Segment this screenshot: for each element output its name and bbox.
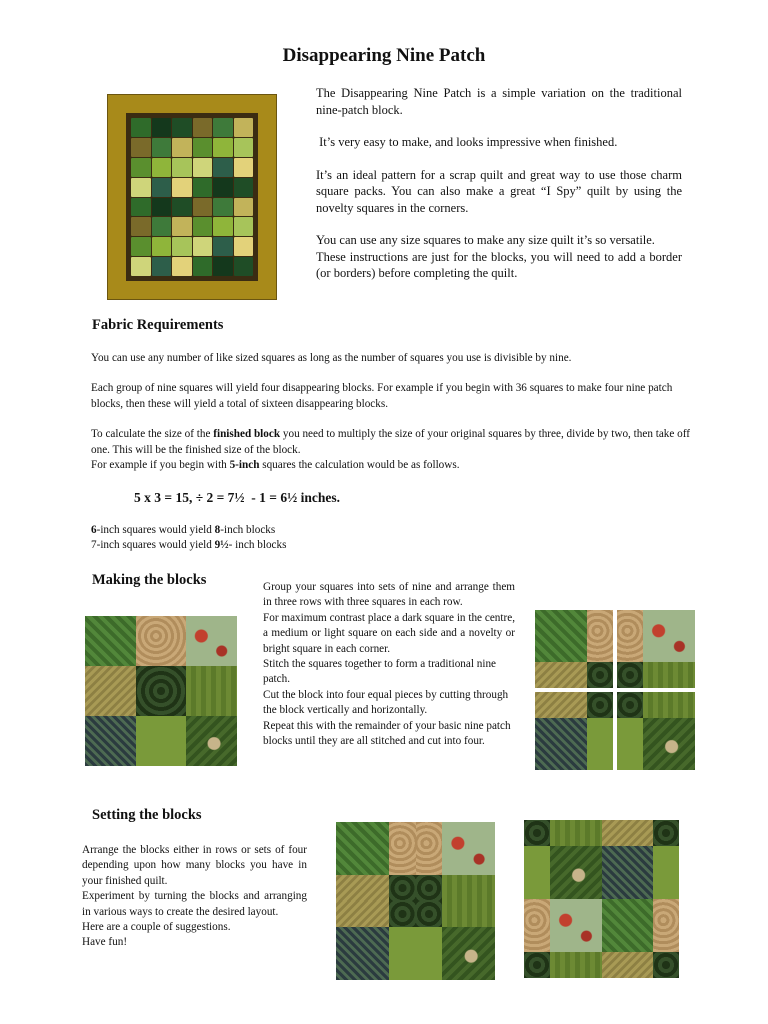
- quilt-patch: [131, 257, 151, 276]
- text-span: 7-inch squares would yield: [91, 539, 215, 552]
- nine-patch-photo: [85, 616, 237, 766]
- quilt-patch: [172, 158, 192, 177]
- fabric-paragraph: [91, 427, 691, 458]
- text-span: - inch blocks: [228, 539, 287, 552]
- quarter-block: [535, 610, 614, 689]
- quilt-patch: [131, 118, 151, 137]
- text-span: squares the calculation would be as follows.: [259, 459, 460, 472]
- fabric-square: [85, 716, 136, 766]
- cut-block-photo: [535, 610, 695, 770]
- intro-paragraph: You can use any size squares to make any size quilt it’s so versatile.: [316, 233, 655, 247]
- quarter-block: [524, 899, 602, 978]
- quilt-patch: [213, 158, 233, 177]
- quarter-block: [617, 692, 696, 771]
- quilt-patch: [193, 237, 213, 256]
- quilt-patch: [131, 178, 151, 197]
- text-span: you need to multiply the size of your original squares by three, divide by two, then take off one. This will be the finished size of the block.: [91, 428, 690, 456]
- quilt-patch: [172, 217, 192, 236]
- quarter-block: [416, 901, 496, 980]
- quilt-patch: [213, 118, 233, 137]
- quilt-photo: [107, 94, 277, 300]
- text-span: -inch squares would yield: [96, 524, 215, 536]
- bold-span: 6: [91, 524, 97, 536]
- quarter-block: [535, 692, 614, 771]
- quilt-patch: [234, 158, 254, 177]
- setting-line: Experiment by turning the blocks and arranging in various ways to create the desired layout.: [82, 890, 307, 918]
- fabric-paragraph: Each group of nine squares will yield four disappearing blocks. For example if you begin with 36 squares to make four nine patch blocks, then these will yield a total of sixteen disappearing blocks.: [91, 382, 673, 410]
- making-line: Cut the block into four equal pieces by cutting through the block vertically and horizontally.: [263, 688, 509, 717]
- making-line: Stitch the squares together to form a traditional nine patch.: [263, 658, 497, 686]
- examples: [91, 523, 491, 554]
- example-line: [91, 523, 491, 538]
- quilt-patch: [131, 158, 151, 177]
- fabric-paragraph: [91, 458, 691, 473]
- quilt-patch: [152, 217, 172, 236]
- quilt-patch: [193, 198, 213, 217]
- quarter-block: [336, 901, 416, 980]
- quilt-patch: [172, 237, 192, 256]
- making-line: For maximum contrast place a dark square in the centre, a medium or light square on each side and a novelty or bright square in each corner.: [263, 611, 515, 655]
- setting-line: Have fun!: [82, 936, 128, 949]
- quilt-patch: [213, 257, 233, 276]
- layout-suggestion-photo: [336, 822, 495, 980]
- intro-paragraph: The Disappearing Nine Patch is a simple variation on the traditional nine-patch block.: [316, 86, 682, 117]
- intro-text: [316, 85, 682, 282]
- text-span: To calculate the size of the: [91, 428, 214, 441]
- quilt-patch: [234, 237, 254, 256]
- making-text: [263, 580, 515, 749]
- text-span: -inch blocks: [220, 524, 276, 536]
- quilt-patch: [152, 178, 172, 197]
- quilt-patch: [213, 178, 233, 197]
- setting-line: Here are a couple of suggestions.: [82, 921, 231, 934]
- quilt-patch: [152, 138, 172, 157]
- intro-paragraph: It’s an ideal pattern for a scrap quilt and great way to use those charm square packs. You can also make a great “I Spy” quilt by using the novelty squares in the corners.: [316, 167, 682, 215]
- quilt-patch: [131, 237, 151, 256]
- quilt-patch: [172, 178, 192, 197]
- quilt-patch: [234, 198, 254, 217]
- setting-text: [82, 843, 307, 951]
- making-line: Repeat this with the remainder of your basic nine patch blocks until they are all stitched and cut into four.: [263, 719, 511, 748]
- quilt-patch: [234, 217, 254, 236]
- quilt-patch: [234, 257, 254, 276]
- quilt-patch: [131, 217, 151, 236]
- fabric-square: [85, 616, 136, 666]
- quilt-patch: [172, 257, 192, 276]
- quarter-block: [602, 899, 680, 978]
- quilt-patch: [193, 178, 213, 197]
- layout-suggestion-photo: [524, 820, 679, 978]
- fabric-square: [136, 716, 187, 766]
- quilt-patch: [131, 198, 151, 217]
- quarter-block: [416, 822, 496, 901]
- fabric-square: [186, 616, 237, 666]
- quilt-patch: [213, 198, 233, 217]
- quilt-patch: [172, 198, 192, 217]
- quilt-patch: [234, 118, 254, 137]
- text-span: For example if you begin with: [91, 459, 230, 472]
- bold-span: 9½: [214, 539, 229, 552]
- fabric-paragraph: You can use any number of like sized squares as long as the number of squares you use is divisible by nine.: [91, 352, 572, 364]
- fabric-square: [186, 666, 237, 716]
- bold-span: 5-inch: [229, 459, 260, 472]
- quilt-patch: [152, 118, 172, 137]
- quilt-patch: [193, 257, 213, 276]
- quilt-patch: [213, 217, 233, 236]
- quilt-patch: [131, 138, 151, 157]
- quilt-patch: [152, 198, 172, 217]
- quilt-patch: [234, 138, 254, 157]
- intro-paragraph: These instructions are just for the blocks, you will need to add a border (or borders) before completing the quilt.: [316, 249, 682, 280]
- quilt-patch: [152, 158, 172, 177]
- setting-heading: Setting the blocks: [92, 807, 202, 823]
- quilt-patch: [193, 158, 213, 177]
- quilt-patch: [152, 237, 172, 256]
- quilt-patch: [213, 237, 233, 256]
- setting-line: Arrange the blocks either in rows or sets of four depending upon how many blocks you have in your finished quilt.: [82, 844, 307, 887]
- fabric-square: [136, 666, 187, 716]
- quilt-patch: [193, 138, 213, 157]
- fabric-square: [186, 716, 237, 766]
- quarter-block: [336, 822, 416, 901]
- quarter-block: [602, 820, 680, 899]
- example-line: [91, 538, 491, 553]
- making-heading: Making the blocks: [92, 572, 207, 588]
- intro-paragraph: It’s very easy to make, and looks impressive when finished.: [316, 135, 618, 149]
- fabric-square: [85, 666, 136, 716]
- fabric-heading: Fabric Requirements: [92, 317, 224, 333]
- quilt-patch: [172, 138, 192, 157]
- fabric-square: [136, 616, 187, 666]
- quilt-patch: [172, 118, 192, 137]
- bold-span: finished block: [213, 428, 281, 441]
- fabric-section: [91, 351, 691, 473]
- quilt-patch: [193, 118, 213, 137]
- quilt-patch: [213, 138, 233, 157]
- formula: 5 x 3 = 15, ÷ 2 = 7½ - 1 = 6½ inches.: [134, 490, 340, 505]
- bold-span: 8: [214, 524, 221, 536]
- quilt-patch: [193, 217, 213, 236]
- page-title: Disappearing Nine Patch: [282, 45, 486, 66]
- making-line: Group your squares into sets of nine and arrange them in three rows with three squares in each row.: [263, 581, 515, 609]
- quarter-block: [524, 820, 602, 899]
- quilt-patch: [152, 257, 172, 276]
- quilt-patch: [234, 178, 254, 197]
- quarter-block: [617, 610, 696, 689]
